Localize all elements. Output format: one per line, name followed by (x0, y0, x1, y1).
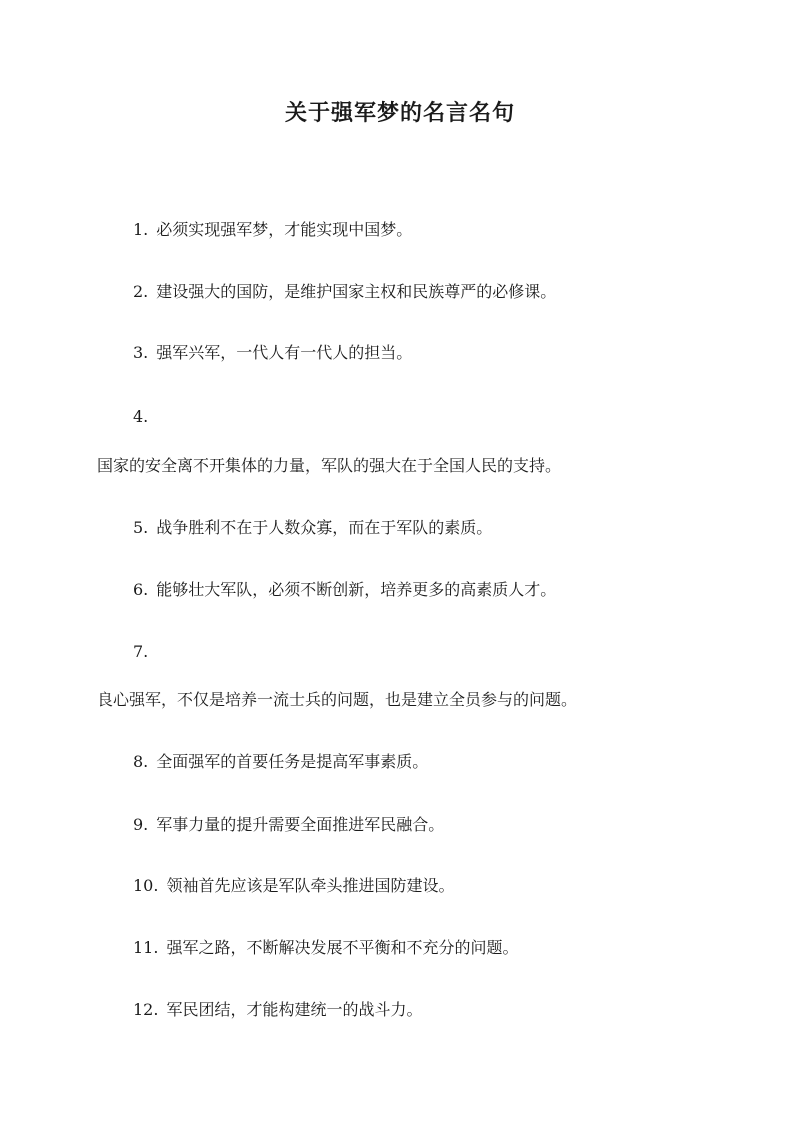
list-item-9 (133, 813, 444, 837)
item-number: 9. (133, 815, 149, 834)
item-number: 8. (133, 752, 149, 771)
item-number: 3. (133, 343, 149, 362)
list-item-7-text (97, 688, 577, 712)
item-number: 12. (133, 1000, 159, 1019)
list-item-1 (133, 218, 412, 242)
item-text: 全面强军的首要任务是提高军事素质。 (156, 752, 429, 771)
item-number: 1. (133, 220, 149, 239)
list-item-10 (133, 874, 454, 898)
item-text: 良心强军，不仅是培养一流士兵的问题，也是建立全员参与的问题。 (97, 690, 578, 709)
item-number: 7. (133, 642, 149, 661)
item-text: 强军兴军，一代人有一代人的担当。 (156, 343, 413, 362)
item-number: 5. (133, 518, 149, 537)
list-item-4-number (133, 405, 156, 429)
list-item-8 (133, 750, 428, 774)
item-text: 军民团结，才能构建统一的战斗力。 (166, 1000, 423, 1019)
item-text: 强军之路，不断解决发展不平衡和不充分的问题。 (166, 938, 519, 957)
item-number: 2. (133, 282, 149, 301)
item-number: 11. (133, 938, 159, 957)
document-title: 关于强军梦的名言名句 (284, 100, 515, 126)
item-text: 国家的安全离不开集体的力量，军队的强大在于全国人民的支持。 (97, 456, 562, 475)
item-text: 领袖首先应该是军队牵头推进国防建设。 (166, 876, 455, 895)
item-number: 4. (133, 407, 149, 426)
item-text: 战争胜利不在于人数众寡，而在于军队的素质。 (156, 518, 493, 537)
item-text: 必须实现强军梦，才能实现中国梦。 (156, 220, 413, 239)
list-item-2 (133, 280, 556, 304)
item-number: 10. (133, 876, 159, 895)
item-text: 军事力量的提升需要全面推进军民融合。 (156, 815, 445, 834)
list-item-11 (133, 936, 518, 960)
list-item-4-text (97, 454, 561, 478)
item-text: 建设强大的国防，是维护国家主权和民族尊严的必修课。 (156, 282, 557, 301)
list-item-7-number (133, 640, 156, 664)
list-item-3 (133, 341, 412, 365)
list-item-5 (133, 516, 492, 540)
item-number: 6. (133, 580, 149, 599)
list-item-6 (133, 578, 556, 602)
list-item-12 (133, 998, 422, 1022)
item-text: 能够壮大军队，必须不断创新，培养更多的高素质人才。 (156, 580, 557, 599)
